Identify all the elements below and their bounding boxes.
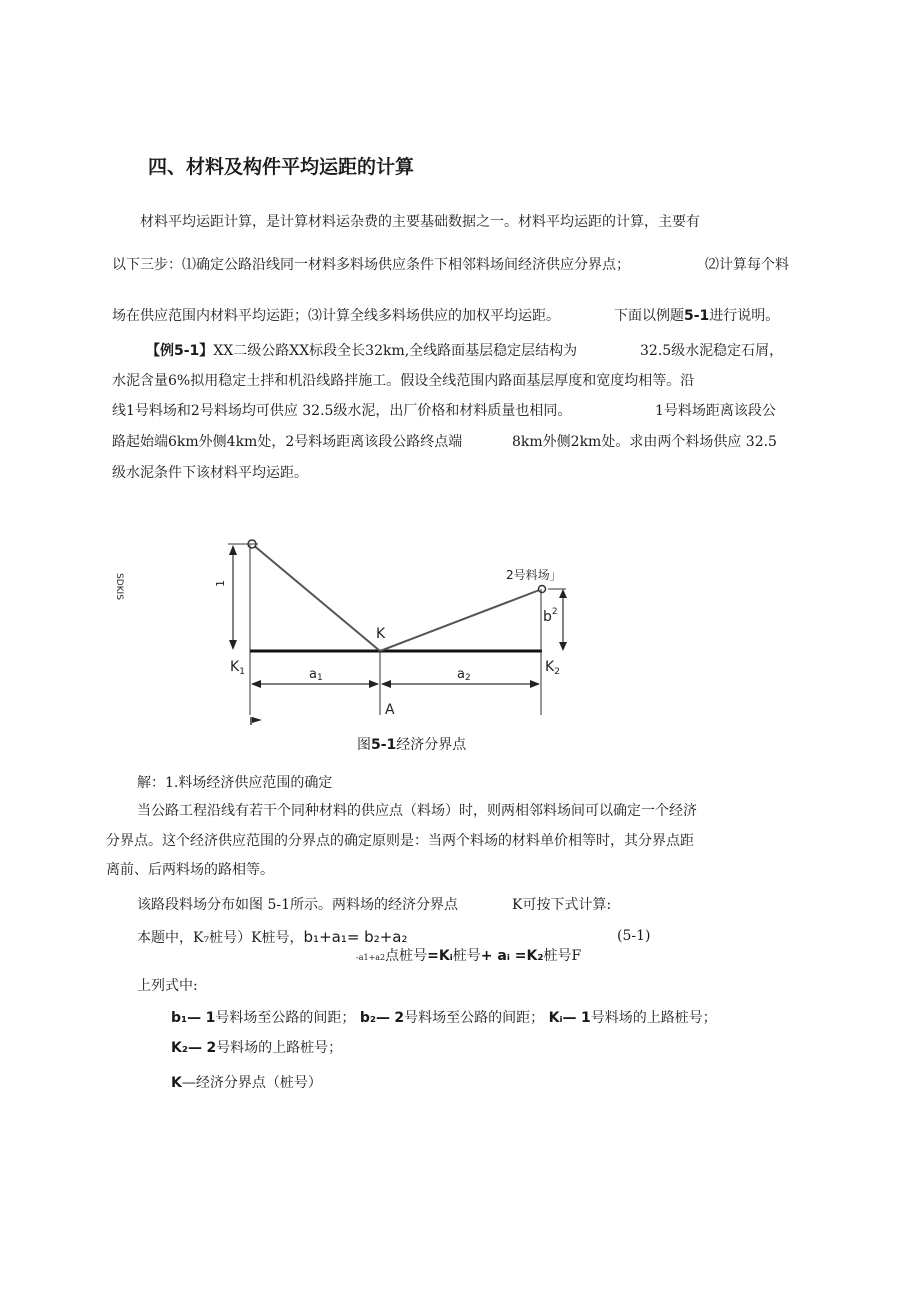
example-line-1: 【例5-1】XX二级公路XX标段全长32km,全线路面基层稳定层结构为: [146, 343, 578, 359]
equation-number: (5-1): [617, 928, 651, 944]
b2-label: $b^2$: [543, 607, 558, 625]
definition-line-3: K—经济分界点（桩号）: [171, 1075, 322, 1091]
quarry-2-marker: [539, 586, 546, 593]
example-line-3a: 线1号料场和2号料场均可供应 32.5级水泥，出厂价格和材料质量也相同。: [112, 403, 572, 419]
example-line-3b: 1号料场距离该段公: [655, 403, 776, 419]
example-line-2: 水泥含量6%拟用稳定土拌和机沿线路拌施工。假设全线范围内路面基层厚度和宽度均相等。沿: [112, 373, 695, 389]
point-a-label: A: [385, 702, 395, 718]
a1-label: a1: [309, 667, 323, 683]
b1-label: 1: [214, 580, 227, 587]
example-line-4a: 路起始端6km外侧4km处，2号料场距离该段公路终点端: [112, 434, 463, 450]
section-heading: 四、材料及构件平均运距的计算: [148, 156, 415, 178]
definition-line-1: b₁— 1号料场至公路的间距； b₂— 2号料场至公路的间距； Kᵢ— 1号料场的上路桩号；: [171, 1010, 717, 1026]
arrow-marker: [252, 717, 262, 723]
definition-line-2: K₂— 2号料场的上路桩号；: [171, 1040, 343, 1056]
route-1: [252, 544, 380, 651]
intro-line-3a: 场在供应范围内材料平均运距；⑶计算全线多料场供应的加权平均运距。: [112, 308, 560, 324]
example-line-4b: 8km外侧2km处。求由两个料场供应 32.5: [512, 434, 777, 450]
equation-line-2: -a1+a2点桩号=Kᵢ桩号+ aᵢ =K₂桩号F: [356, 948, 582, 964]
intro-line-1: 材料平均运距计算，是计算材料运杂费的主要基础数据之一。材料平均运距的计算，主要有: [140, 214, 700, 230]
intro-line-2b: ⑵计算每个料: [705, 257, 789, 273]
equation-line: 本题中，K₇桩号）K桩号，b₁+a₁= b₂+a₂: [137, 928, 408, 946]
solution-title: 解：1.料场经济供应范围的确定: [137, 775, 333, 791]
solution-p2: 分界点。这个经济供应范围的分界点的确定原则是：当两个料场的材料单价相等时，其分界点距: [106, 833, 694, 849]
k1-label: $K_1$: [230, 659, 245, 677]
solution-p3: 离前、后两料场的路相等。: [106, 862, 274, 878]
a2-label: a2: [457, 667, 471, 683]
route-2: [380, 589, 542, 651]
intro-line-2a: 以下三步：⑴确定公路沿线同一材料多料场供应条件下相邻料场间经济供应分界点；: [112, 257, 630, 273]
example-line-5: 级水泥条件下该材料平均运距。: [112, 465, 308, 481]
solution-p4b: K可按下式计算:: [512, 897, 612, 913]
intro-line-3b: 下面以例题5-1进行说明。: [614, 308, 780, 324]
quarry-2-label: 2号料场」: [506, 568, 562, 582]
figure-caption: 图5-1经济分界点: [357, 737, 467, 753]
left-side-label: SDKIS: [114, 573, 124, 600]
k2-label: $K_2$: [545, 659, 560, 677]
where-label: 上列式中:: [137, 978, 198, 994]
solution-p4a: 该路段料场分布如图 5-1所示。两料场的经济分界点: [137, 897, 458, 913]
solution-p1: 当公路工程沿线有若干个同种材料的供应点（料场）时，则两相邻料场间可以确定一个经济: [137, 803, 697, 819]
point-k-label: K: [376, 626, 386, 642]
example-line-1c: 32.5级水泥稳定石屑，: [640, 343, 784, 359]
